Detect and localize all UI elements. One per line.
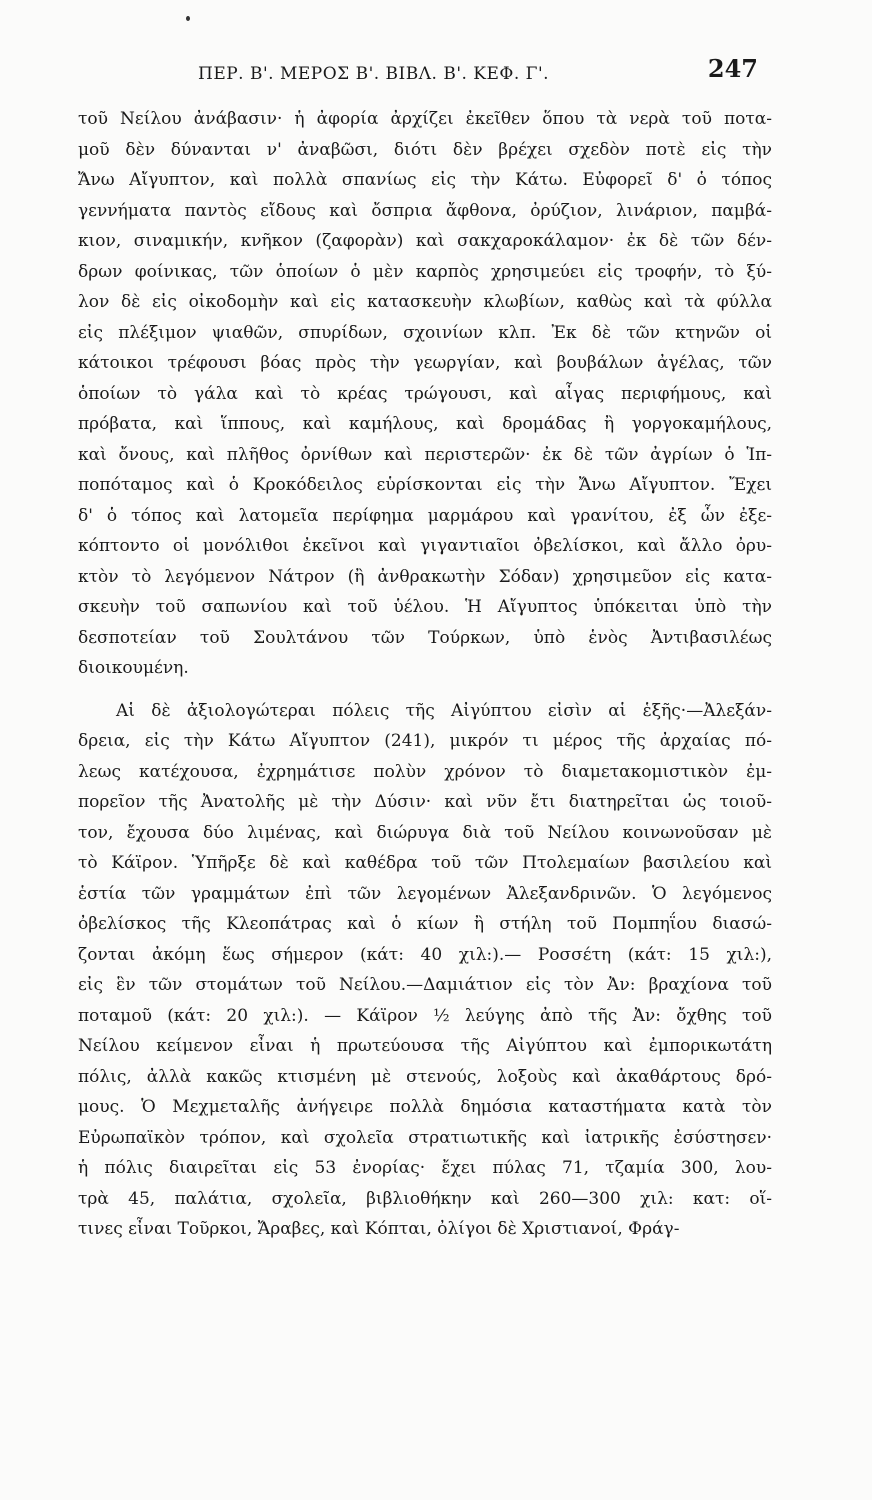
text-line: λεως κατέχουσα, ἐχρημάτισε πολὺν χρόνον τὸ διαμετακομιστικὸν ἐμ- (78, 761, 772, 782)
text-line: ἡ πόλις διαιρεῖται εἰς 53 ἐνορίας· ἔχει πύλας 71, τζαμία 300, λου- (78, 1158, 772, 1178)
text-line: Αἱ δὲ ἀξιολογώτεραι πόλεις τῆς Αἰγύπτου εἰσὶν αἱ ἑξῆς·—Ἀλεξάν- (116, 700, 772, 721)
ink-speck (186, 16, 190, 21)
text-line: γεννήματα παντὸς εἴδους καὶ ὄσπρια ἄφθονα, ὀρύζιον, λινάριον, παμβά- (78, 200, 772, 221)
text-line: κτὸν τὸ λεγόμενον Νάτρον (ἢ ἀνθρακωτὴν Σόδαν) χρησιμεῦον εἰς κατα- (78, 566, 772, 587)
text-line: δρων φοίνικας, τῶν ὁποίων ὁ μὲν καρπὸς χρησιμεύει εἰς τροφήν, τὸ ξύ- (78, 261, 772, 282)
text-line: διοικουμένη. (78, 658, 189, 678)
text-line: Ἄνω Αἴγυπτον, καὶ πολλὰ σπανίως εἰς τὴν Κάτω. Εὐφορεῖ δ' ὁ τόπος (78, 170, 772, 190)
text-line: εἰς πλέξιμον ψιαθῶν, σπυρίδων, σχοινίων κλπ. Ἐκ δὲ τῶν κτηνῶν οἱ (78, 322, 772, 343)
text-line: κόπτοντο οἱ μονόλιθοι ἐκεῖνοι καὶ γιγαντιαῖοι ὀβελίσκοι, καὶ ἄλλο ὀρυ- (78, 536, 772, 556)
text-line: ἑστία τῶν γραμμάτων ἐπὶ τῶν λεγομένων Ἀλεξανδρινῶν. Ὁ λεγόμενος (78, 883, 772, 904)
text-line: ποταμοῦ (κάτ: 20 χιλ:). — Κάϊρον ½ λεύγης ἀπὸ τῆς Ἀν: ὄχθης τοῦ (78, 1005, 772, 1026)
page-number: 247 (707, 54, 758, 83)
text-line: πόλις, ἀλλὰ κακῶς κτισμένη μὲ στενούς, λοξοὺς καὶ ἀκαθάρτους δρό- (78, 1066, 772, 1087)
paragraph-2 (78, 696, 772, 1245)
text-line: καὶ ὄνους, καὶ πλῆθος ὀρνίθων καὶ περιστερῶν· ἐκ δὲ τῶν ἀγρίων ὁ Ἱπ- (78, 444, 772, 465)
text-line: μους. Ὁ Μεχμεταλῆς ἀνήγειρε πολλὰ δημόσια καταστήματα κατὰ τὸν (78, 1097, 772, 1117)
text-line: τινες εἶναι Τοῦρκοι, Ἄραβες, καὶ Κόπται, ὀλίγοι δὲ Χριστιανοί, Φράγ- (78, 1219, 680, 1239)
text-line: τον, ἔχουσα δύο λιμένας, καὶ διώρυγα διὰ τοῦ Νείλου κοινωνοῦσαν μὲ (78, 822, 772, 843)
text-line: ζονται ἀκόμη ἕως σήμερον (κάτ: 40 χιλ:).— Ροσσέτη (κάτ: 15 χιλ:), (78, 944, 772, 965)
text-line: πορεῖον τῆς Ἀνατολῆς μὲ τὴν Δύσιν· καὶ νῦν ἔτι διατηρεῖται ὡς τοιοῦ- (78, 792, 772, 812)
paragraph-1 (78, 104, 772, 684)
running-head: ΠΕΡ. Β'. ΜΕΡΟΣ Β'. ΒΙΒΛ. Β'. ΚΕΦ. Γ'. (198, 64, 550, 84)
text-line: κάτοικοι τρέφουσι βόας πρὸς τὴν γεωργίαν, καὶ βουβάλων ἀγέλας, τῶν (78, 353, 772, 373)
text-line: Νείλου κείμενον εἶναι ἡ πρωτεύουσα τῆς Αἰγύπτου καὶ ἐμπορικωτάτη (78, 1036, 772, 1056)
page-header (198, 54, 758, 94)
text-line: τοῦ Νείλου ἀνάβασιν· ἡ ἀφορία ἀρχίζει ἐκεῖθεν ὅπου τὰ νερὰ τοῦ ποτα- (78, 109, 772, 129)
text-line: ποπόταμος καὶ ὁ Κροκόδειλος εὑρίσκονται εἰς τὴν Ἄνω Αἴγυπτον. Ἔχει (78, 475, 772, 495)
text-line: δεσποτείαν τοῦ Σουλτάνου τῶν Τούρκων, ὑπὸ ἑνὸς Ἀντιβασιλέως (78, 627, 772, 648)
text-line: κιον, σιναμικήν, κνῆκον (ζαφορὰν) καὶ σακχαροκάλαμον· ἐκ δὲ τῶν δέν- (78, 231, 772, 251)
body-text (78, 104, 772, 1245)
text-line: τρὰ 45, παλάτια, σχολεῖα, βιβλιοθήκην καὶ 260—300 χιλ: κατ: οἵ- (78, 1188, 772, 1209)
text-line: ὀβελίσκος τῆς Κλεοπάτρας καὶ ὁ κίων ἢ στήλη τοῦ Πομπηΐου διασώ- (78, 914, 772, 934)
text-line: δρεια, εἰς τὴν Κάτω Αἴγυπτον (241), μικρόν τι μέρος τῆς ἀρχαίας πό- (78, 731, 772, 751)
text-line: πρόβατα, καὶ ἵππους, καὶ καμήλους, καὶ δρομάδας ἢ γοργοκαμήλους, (78, 414, 772, 434)
text-line: ὁποίων τὸ γάλα καὶ τὸ κρέας τρώγουσι, καὶ αἶγας περιφήμους, καὶ (78, 383, 772, 404)
text-line: δ' ὁ τόπος καὶ λατομεῖα περίφημα μαρμάρου καὶ γρανίτου, ἐξ ὧν ἐξε- (78, 505, 772, 526)
text-line: λον δὲ εἰς οἰκοδομὴν καὶ εἰς κατασκευὴν κλωβίων, καθὼς καὶ τὰ φύλλα (78, 292, 772, 312)
text-line: εἰς ἓν τῶν στομάτων τοῦ Νείλου.—Δαμιάτιον εἰς τὸν Ἀν: βραχίονα τοῦ (78, 975, 772, 995)
text-line: Εὐρωπαϊκὸν τρόπον, καὶ σχολεῖα στρατιωτικῆς καὶ ἰατρικῆς ἐσύστησεν· (78, 1127, 772, 1148)
text-line: σκευὴν τοῦ σαπωνίου καὶ τοῦ ὑέλου. Ἡ Αἴγυπτος ὑπόκειται ὑπὸ τὴν (78, 597, 772, 617)
text-line: μοῦ δὲν δύνανται ν' ἀναβῶσι, διότι δὲν βρέχει σχεδὸν ποτὲ εἰς τὴν (78, 139, 772, 160)
text-line: τὸ Κάϊρον. Ὑπῆρξε δὲ καὶ καθέδρα τοῦ τῶν Πτολεμαίων βασιλείου καὶ (78, 853, 772, 873)
